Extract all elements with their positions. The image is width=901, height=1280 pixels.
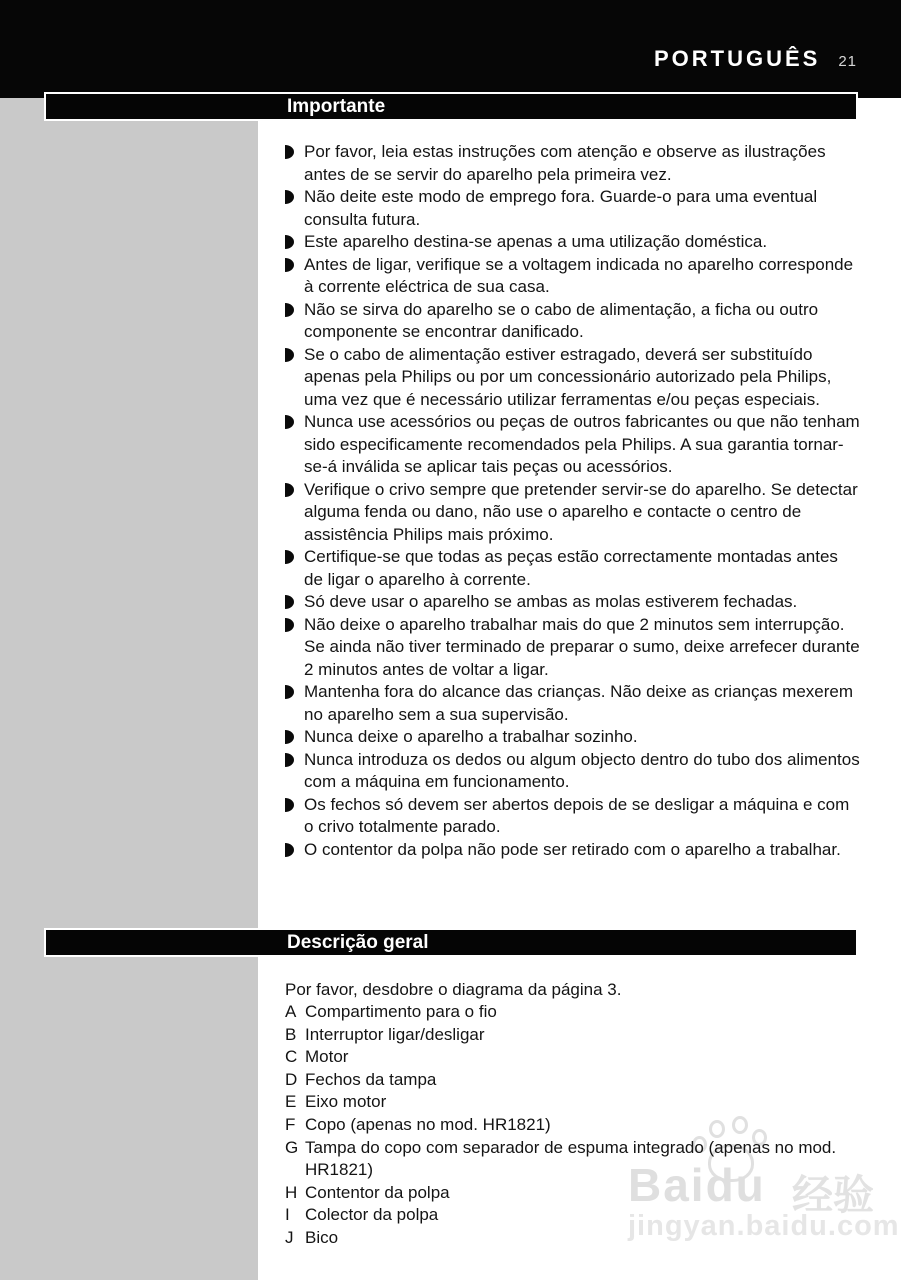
bullet-icon (285, 303, 294, 317)
part-letter: F (285, 1114, 296, 1134)
bullet-text: Mantenha fora do alcance das crianças. Não deixe as crianças mexerem no aparelho sem a sua supervisão. (304, 682, 854, 724)
bullet-item (285, 794, 860, 839)
part-letter: J (285, 1227, 294, 1247)
bullet-text: Não deixe o aparelho trabalhar mais do que 2 minutos sem interrupção. Se ainda não tiver terminado de preparar o sumo, deixe arrefecer durante 2 minutos antes de voltar a ligar. (304, 614, 860, 679)
bullet-icon (285, 730, 294, 744)
part-label: Eixo motor (305, 1092, 387, 1112)
part-letter: H (285, 1182, 298, 1202)
bullet-icon (285, 550, 294, 564)
bullet-icon (285, 798, 294, 812)
bullet-icon (285, 145, 294, 159)
left-margin-column (0, 98, 258, 1280)
bullet-text: Verifique o crivo sempre que pretender servir-se do aparelho. Se detectar alguma fenda ou dano, não use o aparelho e contacte o centro de assistência Philips mais próximo. (304, 479, 858, 544)
bullet-icon (285, 843, 294, 857)
part-row (285, 1001, 860, 1024)
bullet-item (285, 479, 860, 547)
bullet-item (285, 344, 860, 412)
part-label: Contentor da polpa (305, 1182, 450, 1202)
bullet-text: Nunca deixe o aparelho a trabalhar sozinho. (304, 727, 638, 746)
bullet-icon (285, 348, 294, 362)
part-letter: C (285, 1047, 298, 1067)
part-row (285, 1091, 860, 1114)
bullet-item (285, 726, 860, 749)
language-label: PORTUGUÊS (653, 46, 821, 71)
bullet-item (285, 839, 860, 862)
bullet-text: Este aparelho destina-se apenas a uma utilização doméstica. (304, 232, 768, 251)
part-letter: A (285, 1002, 297, 1021)
part-label: Fechos da tampa (305, 1069, 437, 1089)
baidu-watermark-brand: Baidu (628, 1159, 766, 1211)
part-row (285, 1182, 860, 1205)
bullet-icon (285, 190, 294, 204)
bullet-icon (285, 258, 294, 272)
part-label: Bico (305, 1227, 339, 1247)
bullet-text: Antes de ligar, verifique se a voltagem indicada no aparelho corresponde à corrente eléctrica de sua casa. (304, 254, 854, 296)
bullet-item (285, 186, 860, 231)
importante-bullet-list (285, 141, 860, 861)
bullet-icon (285, 235, 294, 249)
part-label: Compartimento para o fio (305, 1002, 497, 1021)
bullet-text: O contentor da polpa não pode ser retirado com o aparelho a trabalhar. (304, 839, 841, 859)
bullet-item (285, 614, 860, 682)
part-row (285, 1137, 860, 1182)
bullet-item (285, 546, 860, 591)
bullet-icon (285, 415, 294, 429)
bullet-item (285, 254, 860, 299)
bullet-text: Não deite este modo de emprego fora. Guarde-o para uma eventual consulta futura. (304, 187, 818, 229)
part-label: Colector da polpa (305, 1205, 439, 1225)
bullet-text: Só deve usar o aparelho se ambas as molas estiverem fechadas. (304, 592, 798, 611)
part-row (285, 1114, 860, 1137)
part-row (285, 1204, 860, 1227)
header-title-group (654, 46, 857, 72)
bullet-icon (285, 753, 294, 767)
bullet-text: Nunca use acessórios ou peças de outros fabricantes ou que não tenham sido especificamente recomendados pela Philips. A sua garantia tornar-se-á inválida se aplicar tais peças ou acessórios. (304, 412, 860, 476)
bullet-icon (285, 595, 294, 609)
section-title-importante: Importante (44, 92, 858, 121)
bullet-text: Os fechos só devem ser abertos depois de se desligar a máquina e com o crivo totalmente parado. (304, 794, 850, 836)
bullet-text: Nunca introduza os dedos ou algum objecto dentro do tubo dos alimentos com a máquina em funcionamento. (304, 749, 860, 791)
part-row (285, 1227, 860, 1250)
bullet-icon (285, 685, 294, 699)
page-header (0, 0, 901, 98)
baidu-watermark-suffix: 经验 (792, 1172, 874, 1218)
part-letter: B (285, 1024, 297, 1044)
bullet-icon (285, 618, 294, 632)
part-label: Interruptor ligar/desligar (305, 1024, 485, 1044)
parts-list (285, 1001, 860, 1250)
part-letter: E (285, 1092, 297, 1112)
part-letter: D (285, 1069, 298, 1089)
part-label: Copo (apenas no mod. HR1821) (305, 1114, 551, 1134)
bullet-item (285, 591, 860, 614)
bullet-text: Por favor, leia estas instruções com atenção e observe as ilustrações antes de se servir do aparelho pela primeira vez. (304, 142, 826, 184)
part-letter: I (285, 1205, 290, 1225)
bullet-item (285, 141, 860, 186)
section-title-descricao-geral: Descrição geral (44, 928, 858, 957)
part-row (285, 1069, 860, 1092)
part-letter: G (285, 1137, 299, 1157)
part-label: Tampa do copo com separador de espuma integrado (apenas no mod. HR1821) (305, 1137, 837, 1180)
bullet-text: Não se sirva do aparelho se o cabo de alimentação, a ficha ou outro componente se encontrar danificado. (304, 299, 819, 341)
bullet-text: Se o cabo de alimentação estiver estragado, deverá ser substituído apenas pela Philips ou por um concessionário autorizado pela Philips, uma vez que é necessário utilizar ferramentas e/ou peças especiais. (304, 344, 832, 409)
baidu-watermark-url: jingyan.baidu.com (628, 1210, 900, 1242)
page-number: 21 (838, 53, 857, 70)
part-row (285, 1046, 860, 1069)
bullet-text: Certifique-se que todas as peças estão correctamente montadas antes de ligar o aparelho à corrente. (304, 547, 838, 589)
part-row (285, 1024, 860, 1047)
part-label: Motor (305, 1047, 349, 1067)
bullet-item (285, 299, 860, 344)
bullet-item (285, 411, 860, 479)
bullet-icon (285, 483, 294, 497)
bullet-item (285, 749, 860, 794)
descricao-intro: Por favor, desdobre o diagrama da página 3. (285, 980, 622, 999)
bullet-item (285, 231, 860, 254)
bullet-item (285, 681, 860, 726)
